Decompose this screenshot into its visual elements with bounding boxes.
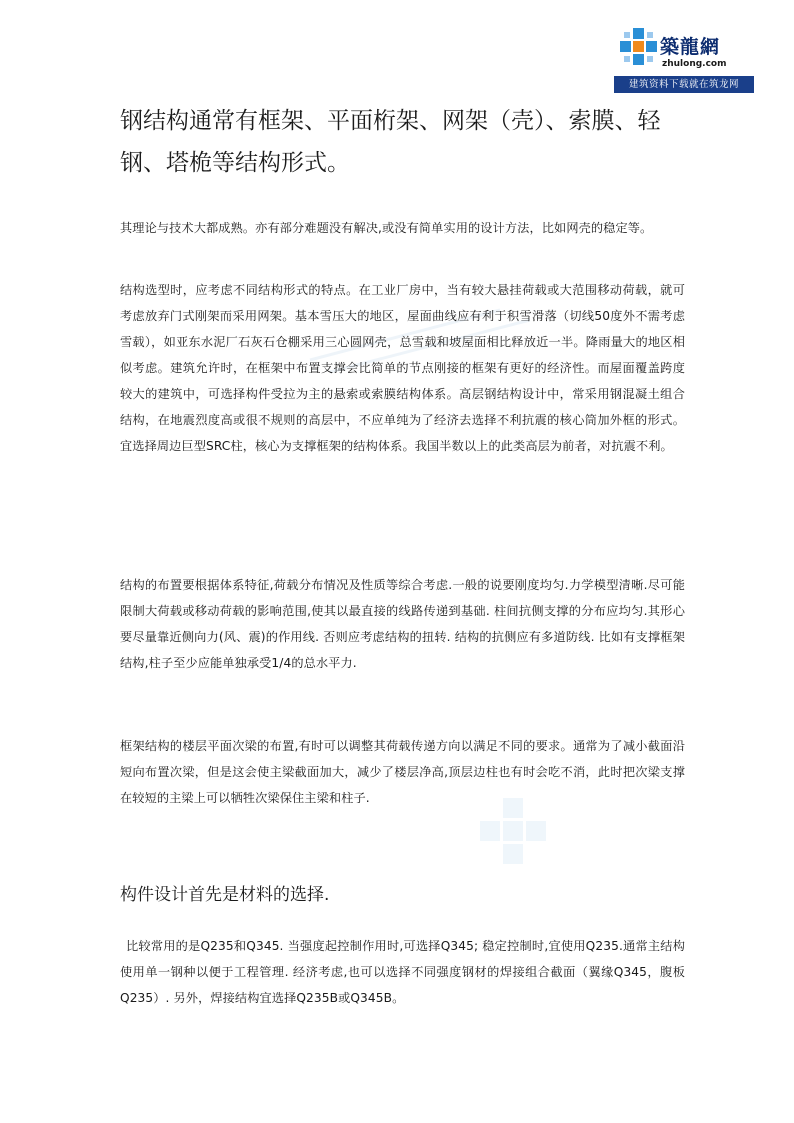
section-heading-material: 构件设计首先是材料的选择. — [120, 885, 330, 905]
logo-name: 築龍網 — [660, 36, 721, 58]
document-title: 钢结构通常有框架、平面桁架、网架（壳）、索膜、轻钢、塔桅等结构形式。 — [120, 108, 661, 176]
paragraph-structure-layout: 结构的布置要根据体系特征,荷载分布情况及性质等综合考虑.一般的说要刚度均匀.力学模型清晰.尽可能限制大荷载或移动荷载的影响范围,使其以最直接的线路传递到基础. 柱间抗侧支撑的分布应均匀.其形心要尽量靠近侧向力(风、震)的作用线. 否则应考虑结构的扭转. 结构的抗侧应有多道防线. 比如有支撑框架结构,柱子至少应能单独承受1/4的总水平力. — [120, 578, 685, 670]
logo-cross-icon — [618, 26, 660, 74]
paragraph-steel-grades: 比较常用的是Q235和Q345. 当强度起控制作用时,可选择Q345; 稳定控制时,宜使用Q235.通常主结构使用单一钢种以便于工程管理. 经济考虑,也可以选择不同强度钢材的焊接组合截面（翼缘Q345，腹板Q235）. 另外，焊接结构宜选择Q235B或Q345B。 — [120, 939, 685, 1005]
paragraph-theory: 其理论与技术大都成熟。亦有部分难题没有解决,或没有简单实用的设计方法，比如网壳的稳定等。 — [120, 221, 653, 235]
logo-domain: zhulong.com — [662, 59, 727, 69]
paragraph-secondary-beams: 框架结构的楼层平面次梁的布置,有时可以调整其荷载传递方向以满足不同的要求。通常为了减小截面沿短向布置次梁，但是这会使主梁截面加大，减少了楼层净高,顶层边柱也有时会吃不消，此时把次梁支撑在较短的主梁上可以牺牲次梁保住主梁和柱子. — [120, 739, 685, 805]
zhulong-logo — [614, 26, 754, 100]
logo-tagline: 建筑资料下载就在筑龙网 — [614, 76, 754, 93]
paragraph-structure-selection: 结构选型时，应考虑不同结构形式的特点。在工业厂房中，当有较大悬挂荷载或大范围移动荷载，就可考虑放弃门式刚架而采用网架。基本雪压大的地区，屋面曲线应有利于积雪滑落（切线50度外不需考虑雪载），如亚东水泥厂石灰石仓棚采用三心圆网壳，总雪载和坡屋面相比释放近一半。降雨量大的地区相似考虑。建筑允许时，在框架中布置支撑会比简单的节点刚接的框架有更好的经济性。而屋面覆盖跨度较大的建筑中，可选择构件受拉为主的悬索或索膜结构体系。高层钢结构设计中，常采用钢混凝土组合结构，在地震烈度高或很不规则的高层中，不应单纯为了经济去选择不利抗震的核心筒加外框的形式。宜选择周边巨型SRC柱，核心为支撑框架的结构体系。我国半数以上的此类高层为前者，对抗震不利。 — [120, 283, 685, 453]
